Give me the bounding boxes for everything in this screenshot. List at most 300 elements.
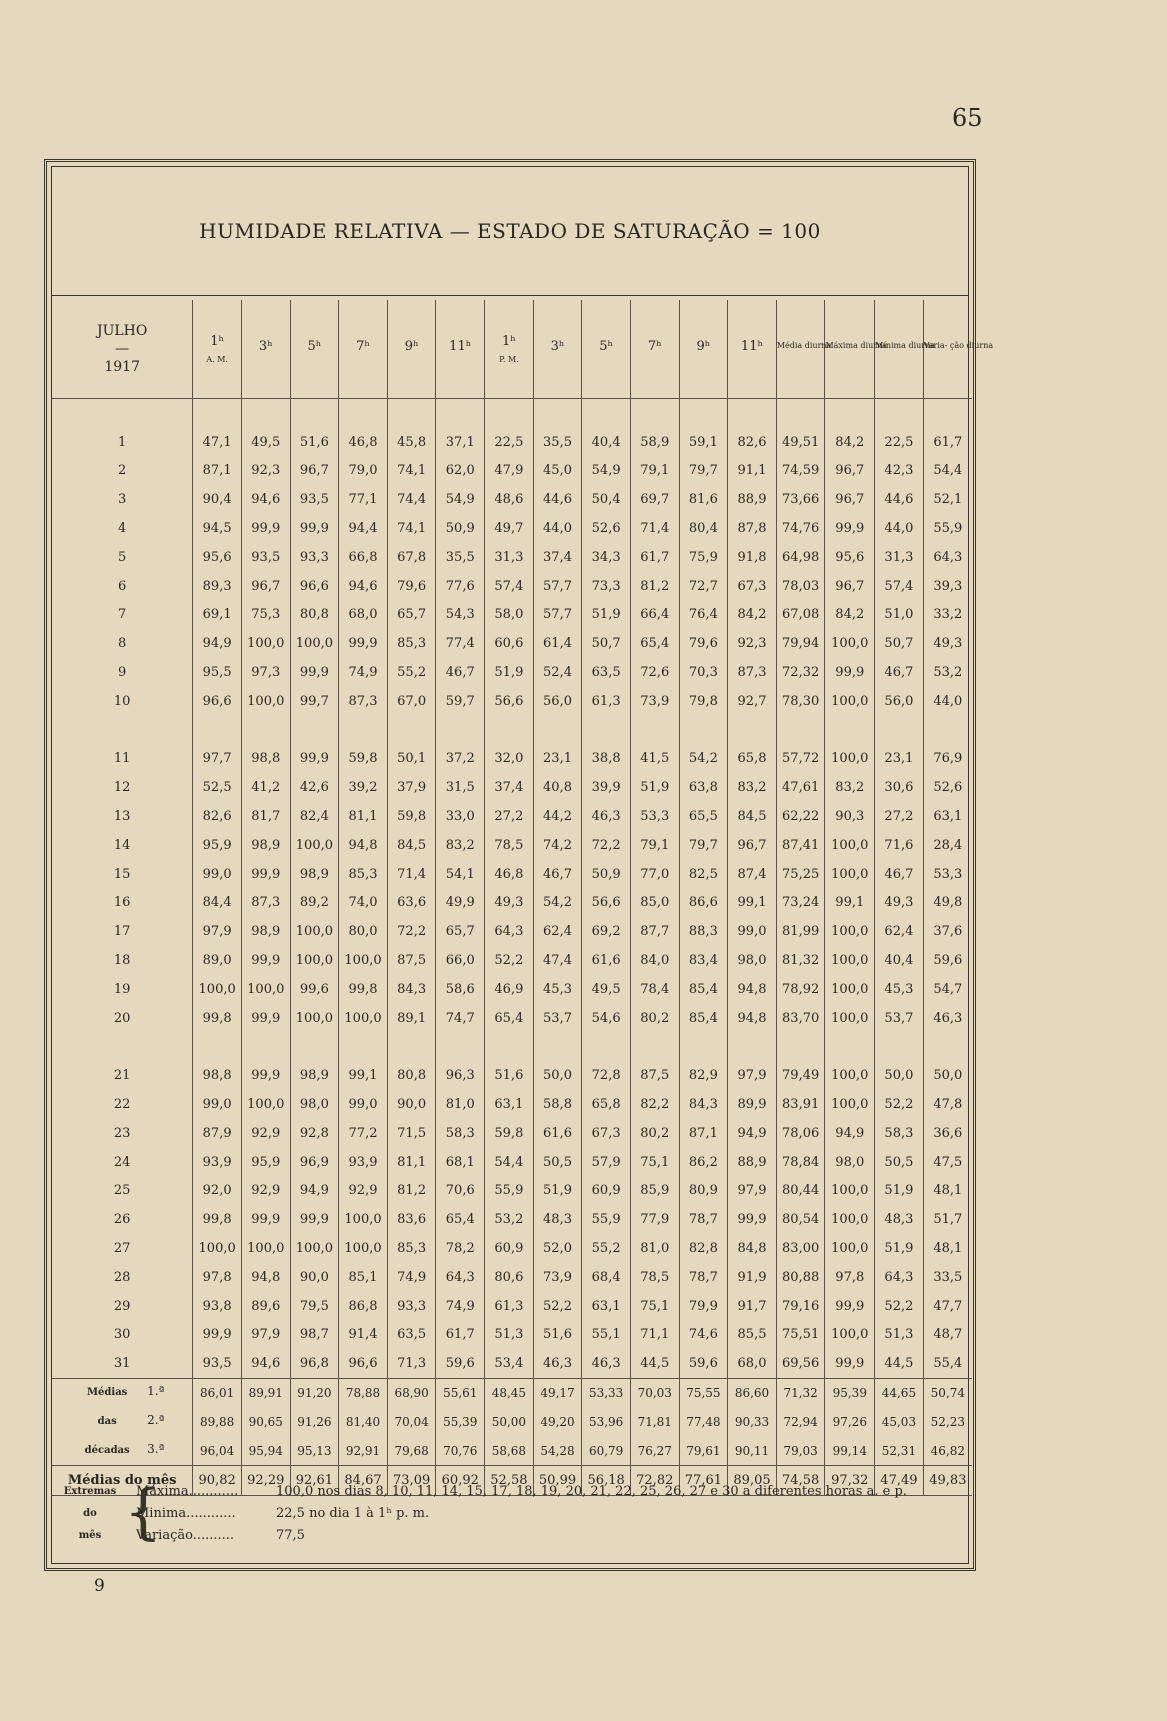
month-header bbox=[52, 300, 193, 399]
value-cell: 86,8 bbox=[339, 1292, 388, 1321]
day-number: 7 bbox=[118, 607, 127, 623]
column-header-label: Máxima diurna bbox=[825, 341, 887, 350]
value-cell: 73,3 bbox=[582, 572, 631, 601]
value-cell: 94,9 bbox=[825, 1119, 875, 1148]
value-cell: 78,4 bbox=[630, 975, 679, 1004]
value-cell: 79,9 bbox=[679, 1292, 728, 1321]
value-cell: 53,7 bbox=[875, 1004, 924, 1033]
value-cell: 100,0 bbox=[825, 946, 875, 975]
value-cell: 46,3 bbox=[533, 1349, 582, 1378]
value-cell: 97,7 bbox=[193, 745, 242, 774]
spacer-cell bbox=[533, 399, 582, 428]
day-row bbox=[52, 687, 972, 716]
value-cell: 50,5 bbox=[533, 1148, 582, 1177]
value-cell: 91,4 bbox=[339, 1321, 388, 1350]
value-cell: 71,4 bbox=[630, 514, 679, 543]
value-cell: 59,6 bbox=[923, 946, 972, 975]
decade-number: 2.ª bbox=[147, 1413, 165, 1428]
value-cell: 55,4 bbox=[923, 1349, 972, 1378]
value-cell: 44,6 bbox=[875, 485, 924, 514]
decade-value: 95,13 bbox=[290, 1437, 339, 1466]
value-cell: 28,4 bbox=[923, 831, 972, 860]
value-cell: 100,0 bbox=[825, 917, 875, 946]
value-cell: 68,0 bbox=[728, 1349, 777, 1378]
value-cell: 78,30 bbox=[776, 687, 825, 716]
spacer-cell bbox=[679, 399, 728, 428]
day-row bbox=[52, 975, 972, 1004]
decade-value: 49,20 bbox=[533, 1408, 582, 1437]
value-cell: 85,4 bbox=[679, 975, 728, 1004]
value-cell: 80,2 bbox=[630, 1119, 679, 1148]
value-cell: 74,4 bbox=[387, 485, 436, 514]
value-cell: 44,0 bbox=[533, 514, 582, 543]
decade-value: 99,14 bbox=[825, 1437, 875, 1466]
value-cell: 61,3 bbox=[485, 1292, 534, 1321]
column-header bbox=[387, 300, 436, 399]
spacer-cell bbox=[825, 1033, 875, 1062]
value-cell: 96,3 bbox=[436, 1061, 485, 1090]
value-cell: 59,6 bbox=[436, 1349, 485, 1378]
day-row bbox=[52, 1349, 972, 1378]
value-cell: 52,4 bbox=[533, 658, 582, 687]
decade-value: 52,23 bbox=[923, 1408, 972, 1437]
day-row bbox=[52, 1148, 972, 1177]
value-cell: 50,9 bbox=[436, 514, 485, 543]
value-cell: 49,3 bbox=[485, 889, 534, 918]
value-cell: 27,2 bbox=[485, 802, 534, 831]
value-cell: 99,9 bbox=[825, 1349, 875, 1378]
value-cell: 74,0 bbox=[339, 889, 388, 918]
value-cell: 84,4 bbox=[193, 889, 242, 918]
value-cell: 67,3 bbox=[582, 1119, 631, 1148]
decade-value: 91,20 bbox=[290, 1379, 339, 1408]
column-header-label: 5ʰ bbox=[599, 338, 614, 354]
value-cell: 45,3 bbox=[533, 975, 582, 1004]
value-cell: 64,3 bbox=[485, 917, 534, 946]
decade-value: 54,28 bbox=[533, 1437, 582, 1466]
value-cell: 57,9 bbox=[582, 1148, 631, 1177]
value-cell: 80,8 bbox=[387, 1061, 436, 1090]
value-cell: 96,7 bbox=[825, 485, 875, 514]
value-cell: 44,5 bbox=[875, 1349, 924, 1378]
value-cell: 99,1 bbox=[728, 889, 777, 918]
value-cell: 33,0 bbox=[436, 802, 485, 831]
value-cell: 40,4 bbox=[582, 428, 631, 457]
value-cell: 57,7 bbox=[533, 572, 582, 601]
column-header bbox=[825, 300, 887, 399]
spacer-cell bbox=[339, 1033, 388, 1062]
value-cell: 47,4 bbox=[533, 946, 582, 975]
value-cell: 79,49 bbox=[776, 1061, 825, 1090]
column-header-label: 7ʰ bbox=[647, 338, 662, 354]
value-cell: 58,3 bbox=[875, 1119, 924, 1148]
value-cell: 99,9 bbox=[193, 1321, 242, 1350]
column-header-sub: A. M. bbox=[206, 355, 228, 364]
day-row bbox=[52, 543, 972, 572]
value-cell: 98,9 bbox=[241, 917, 290, 946]
day-row bbox=[52, 1061, 972, 1090]
value-cell: 68,4 bbox=[582, 1263, 631, 1292]
value-cell: 31,5 bbox=[436, 773, 485, 802]
value-cell: 47,7 bbox=[923, 1292, 972, 1321]
value-cell: 77,2 bbox=[339, 1119, 388, 1148]
extreme-var-row bbox=[136, 1525, 305, 1547]
humidity-table bbox=[52, 300, 994, 1496]
value-cell: 100,0 bbox=[825, 1177, 875, 1206]
column-header bbox=[923, 300, 994, 399]
value-cell: 39,9 bbox=[582, 773, 631, 802]
value-cell: 44,5 bbox=[630, 1349, 679, 1378]
value-cell: 48,7 bbox=[923, 1321, 972, 1350]
value-cell: 51,9 bbox=[485, 658, 534, 687]
value-cell: 74,6 bbox=[679, 1321, 728, 1350]
value-cell: 69,1 bbox=[193, 601, 242, 630]
spacer-cell bbox=[630, 716, 679, 745]
value-cell: 98,8 bbox=[241, 745, 290, 774]
value-cell: 59,8 bbox=[339, 745, 388, 774]
value-cell: 94,8 bbox=[241, 1263, 290, 1292]
value-cell: 74,9 bbox=[339, 658, 388, 687]
value-cell: 79,0 bbox=[339, 457, 388, 486]
value-cell: 22,5 bbox=[875, 428, 924, 457]
decade-value: 97,26 bbox=[825, 1408, 875, 1437]
decade-value: 89,91 bbox=[241, 1379, 290, 1408]
value-cell: 85,9 bbox=[630, 1177, 679, 1206]
value-cell: 97,8 bbox=[193, 1263, 242, 1292]
value-cell: 98,9 bbox=[290, 860, 339, 889]
value-cell: 74,59 bbox=[776, 457, 825, 486]
page-number-bottom: 9 bbox=[94, 1576, 105, 1596]
value-cell: 99,9 bbox=[290, 1205, 339, 1234]
value-cell: 90,4 bbox=[193, 485, 242, 514]
value-cell: 72,6 bbox=[630, 658, 679, 687]
decade-value: 96,04 bbox=[193, 1437, 242, 1466]
value-cell: 93,9 bbox=[193, 1148, 242, 1177]
value-cell: 34,3 bbox=[582, 543, 631, 572]
day-row bbox=[52, 1292, 972, 1321]
day-row bbox=[52, 1090, 972, 1119]
day-number: 19 bbox=[113, 981, 131, 997]
decade-value: 53,33 bbox=[582, 1379, 631, 1408]
value-cell: 98,8 bbox=[193, 1061, 242, 1090]
value-cell: 52,2 bbox=[875, 1090, 924, 1119]
value-cell: 79,1 bbox=[630, 831, 679, 860]
value-cell: 49,3 bbox=[875, 889, 924, 918]
spacer-cell bbox=[728, 1033, 777, 1062]
value-cell: 100,0 bbox=[290, 1004, 339, 1033]
value-cell: 94,6 bbox=[339, 572, 388, 601]
value-cell: 86,6 bbox=[679, 889, 728, 918]
value-cell: 82,6 bbox=[728, 428, 777, 457]
day-number: 21 bbox=[113, 1068, 131, 1084]
decade-value: 50,00 bbox=[485, 1408, 534, 1437]
decade-value: 55,61 bbox=[436, 1379, 485, 1408]
value-cell: 98,7 bbox=[290, 1321, 339, 1350]
value-cell: 73,9 bbox=[630, 687, 679, 716]
value-cell: 100,0 bbox=[241, 687, 290, 716]
value-cell: 87,1 bbox=[679, 1119, 728, 1148]
value-cell: 100,0 bbox=[241, 1234, 290, 1263]
value-cell: 62,22 bbox=[776, 802, 825, 831]
value-cell: 100,0 bbox=[193, 1234, 242, 1263]
value-cell: 51,6 bbox=[290, 428, 339, 457]
value-cell: 44,2 bbox=[533, 802, 582, 831]
value-cell: 65,7 bbox=[436, 917, 485, 946]
day-number: 30 bbox=[113, 1327, 131, 1343]
value-cell: 78,5 bbox=[485, 831, 534, 860]
value-cell: 75,25 bbox=[776, 860, 825, 889]
day-number: 17 bbox=[113, 924, 131, 940]
value-cell: 81,1 bbox=[339, 802, 388, 831]
value-cell: 63,8 bbox=[679, 773, 728, 802]
value-cell: 89,2 bbox=[290, 889, 339, 918]
value-cell: 84,2 bbox=[825, 428, 875, 457]
day-row bbox=[52, 572, 972, 601]
extremes-label-3: mês bbox=[78, 1530, 102, 1541]
value-cell: 69,56 bbox=[776, 1349, 825, 1378]
spacer-cell bbox=[875, 1033, 924, 1062]
value-cell: 87,1 bbox=[193, 457, 242, 486]
value-cell: 54,2 bbox=[533, 889, 582, 918]
value-cell: 70,6 bbox=[436, 1177, 485, 1206]
value-cell: 65,8 bbox=[728, 745, 777, 774]
value-cell: 96,7 bbox=[290, 457, 339, 486]
value-cell: 53,2 bbox=[923, 658, 972, 687]
value-cell: 47,8 bbox=[923, 1090, 972, 1119]
column-header bbox=[630, 300, 679, 399]
decade-value: 90,11 bbox=[728, 1437, 777, 1466]
value-cell: 99,0 bbox=[193, 1090, 242, 1119]
value-cell: 99,9 bbox=[825, 1292, 875, 1321]
value-cell: 49,7 bbox=[485, 514, 534, 543]
table-inner bbox=[51, 166, 994, 1564]
value-cell: 42,6 bbox=[290, 773, 339, 802]
value-cell: 87,4 bbox=[728, 860, 777, 889]
value-cell: 75,3 bbox=[241, 601, 290, 630]
day-number: 1 bbox=[118, 434, 127, 450]
value-cell: 46,9 bbox=[485, 975, 534, 1004]
value-cell: 97,3 bbox=[241, 658, 290, 687]
day-row bbox=[52, 629, 972, 658]
value-cell: 53,7 bbox=[533, 1004, 582, 1033]
day-number: 29 bbox=[113, 1298, 131, 1314]
value-cell: 100,0 bbox=[193, 975, 242, 1004]
value-cell: 46,3 bbox=[923, 1004, 972, 1033]
value-cell: 94,8 bbox=[339, 831, 388, 860]
decade-value: 70,04 bbox=[387, 1408, 436, 1437]
value-cell: 100,0 bbox=[825, 1234, 875, 1263]
header-row bbox=[52, 300, 972, 399]
value-cell: 87,3 bbox=[339, 687, 388, 716]
month-mean-value: 84,67 bbox=[339, 1466, 388, 1496]
column-header bbox=[728, 300, 777, 399]
value-cell: 100,0 bbox=[825, 860, 875, 889]
decade-value: 52,31 bbox=[875, 1437, 924, 1466]
value-cell: 93,9 bbox=[339, 1148, 388, 1177]
spacer-cell bbox=[290, 399, 339, 428]
spacer-cell bbox=[776, 399, 825, 428]
value-cell: 85,3 bbox=[387, 1234, 436, 1263]
value-cell: 31,3 bbox=[485, 543, 534, 572]
value-cell: 37,4 bbox=[533, 543, 582, 572]
value-cell: 100,0 bbox=[825, 1090, 875, 1119]
value-cell: 100,0 bbox=[290, 917, 339, 946]
value-cell: 37,9 bbox=[387, 773, 436, 802]
day-row bbox=[52, 1004, 972, 1033]
value-cell: 78,7 bbox=[679, 1205, 728, 1234]
value-cell: 44,0 bbox=[923, 687, 972, 716]
value-cell: 78,5 bbox=[630, 1263, 679, 1292]
month-dash: — bbox=[115, 341, 130, 357]
value-cell: 78,03 bbox=[776, 572, 825, 601]
month-mean-value: 60,92 bbox=[436, 1466, 485, 1496]
value-cell: 82,2 bbox=[630, 1090, 679, 1119]
column-header bbox=[436, 300, 485, 399]
value-cell: 60,9 bbox=[485, 1234, 534, 1263]
value-cell: 85,1 bbox=[339, 1263, 388, 1292]
value-cell: 84,8 bbox=[728, 1234, 777, 1263]
spacer-cell bbox=[436, 399, 485, 428]
column-header-label: 3ʰ bbox=[258, 338, 273, 354]
value-cell: 81,0 bbox=[436, 1090, 485, 1119]
value-cell: 91,7 bbox=[728, 1292, 777, 1321]
value-cell: 99,0 bbox=[728, 917, 777, 946]
value-cell: 99,9 bbox=[241, 514, 290, 543]
day-number: 13 bbox=[113, 809, 131, 825]
value-cell: 94,6 bbox=[241, 485, 290, 514]
value-cell: 47,61 bbox=[776, 773, 825, 802]
value-cell: 51,3 bbox=[875, 1321, 924, 1350]
value-cell: 100,0 bbox=[290, 831, 339, 860]
day-row bbox=[52, 601, 972, 630]
value-cell: 40,4 bbox=[875, 946, 924, 975]
value-cell: 65,7 bbox=[387, 601, 436, 630]
decade-value: 75,55 bbox=[679, 1379, 728, 1408]
value-cell: 76,9 bbox=[923, 745, 972, 774]
day-row bbox=[52, 860, 972, 889]
day-number: 6 bbox=[118, 578, 127, 594]
day-row bbox=[52, 1321, 972, 1350]
value-cell: 60,6 bbox=[485, 629, 534, 658]
spacer-cell bbox=[825, 399, 875, 428]
decade-value: 71,32 bbox=[776, 1379, 825, 1408]
value-cell: 84,2 bbox=[825, 601, 875, 630]
value-cell: 42,3 bbox=[875, 457, 924, 486]
spacer-cell bbox=[436, 1033, 485, 1062]
value-cell: 80,9 bbox=[679, 1177, 728, 1206]
column-header bbox=[290, 300, 339, 399]
value-cell: 93,5 bbox=[193, 1349, 242, 1378]
column-header bbox=[875, 300, 936, 399]
decade-label-cell bbox=[52, 1379, 193, 1408]
value-cell: 55,9 bbox=[485, 1177, 534, 1206]
spacer-cell bbox=[193, 716, 242, 745]
value-cell: 62,4 bbox=[533, 917, 582, 946]
value-cell: 95,6 bbox=[825, 543, 875, 572]
value-cell: 72,8 bbox=[582, 1061, 631, 1090]
value-cell: 100,0 bbox=[825, 975, 875, 1004]
value-cell: 80,88 bbox=[776, 1263, 825, 1292]
value-cell: 99,1 bbox=[339, 1061, 388, 1090]
column-header-label: Varia- ção diurna bbox=[923, 341, 994, 350]
value-cell: 33,2 bbox=[923, 601, 972, 630]
value-cell: 63,1 bbox=[582, 1292, 631, 1321]
decade-value: 77,48 bbox=[679, 1408, 728, 1437]
value-cell: 80,2 bbox=[630, 1004, 679, 1033]
month-mean-value: 97,32 bbox=[825, 1466, 875, 1496]
value-cell: 50,5 bbox=[875, 1148, 924, 1177]
value-cell: 96,8 bbox=[290, 1349, 339, 1378]
value-cell: 38,8 bbox=[582, 745, 631, 774]
value-cell: 96,7 bbox=[825, 457, 875, 486]
value-cell: 93,5 bbox=[290, 485, 339, 514]
value-cell: 95,9 bbox=[241, 1148, 290, 1177]
value-cell: 61,4 bbox=[533, 629, 582, 658]
value-cell: 48,1 bbox=[923, 1177, 972, 1206]
value-cell: 56,0 bbox=[533, 687, 582, 716]
decade-value: 91,26 bbox=[290, 1408, 339, 1437]
day-row bbox=[52, 1177, 972, 1206]
day-row bbox=[52, 889, 972, 918]
value-cell: 58,6 bbox=[436, 975, 485, 1004]
value-cell: 92,9 bbox=[339, 1177, 388, 1206]
value-cell: 50,0 bbox=[533, 1061, 582, 1090]
column-header bbox=[485, 300, 534, 399]
value-cell: 73,24 bbox=[776, 889, 825, 918]
value-cell: 82,4 bbox=[290, 802, 339, 831]
value-cell: 45,0 bbox=[533, 457, 582, 486]
value-cell: 80,44 bbox=[776, 1177, 825, 1206]
value-cell: 65,4 bbox=[630, 629, 679, 658]
value-cell: 90,3 bbox=[825, 802, 875, 831]
value-cell: 55,9 bbox=[923, 514, 972, 543]
value-cell: 73,9 bbox=[533, 1263, 582, 1292]
value-cell: 53,4 bbox=[485, 1349, 534, 1378]
value-cell: 91,9 bbox=[728, 1263, 777, 1292]
day-row bbox=[52, 831, 972, 860]
value-cell: 92,0 bbox=[193, 1177, 242, 1206]
value-cell: 69,7 bbox=[630, 485, 679, 514]
value-cell: 32,0 bbox=[485, 745, 534, 774]
spacer-cell bbox=[582, 1033, 631, 1062]
spacer-cell bbox=[776, 1033, 825, 1062]
value-cell: 84,3 bbox=[387, 975, 436, 1004]
value-cell: 100,0 bbox=[825, 1061, 875, 1090]
value-cell: 97,9 bbox=[728, 1061, 777, 1090]
value-cell: 49,5 bbox=[241, 428, 290, 457]
value-cell: 94,5 bbox=[193, 514, 242, 543]
spacer-cell bbox=[825, 716, 875, 745]
value-cell: 39,2 bbox=[339, 773, 388, 802]
spacer-cell bbox=[290, 1033, 339, 1062]
value-cell: 89,1 bbox=[387, 1004, 436, 1033]
value-cell: 89,0 bbox=[193, 946, 242, 975]
spacer-cell bbox=[875, 399, 924, 428]
value-cell: 55,2 bbox=[387, 658, 436, 687]
value-cell: 68,1 bbox=[436, 1148, 485, 1177]
value-cell: 79,6 bbox=[679, 629, 728, 658]
spacer-cell bbox=[387, 1033, 436, 1062]
value-cell: 98,0 bbox=[290, 1090, 339, 1119]
value-cell: 87,7 bbox=[630, 917, 679, 946]
value-cell: 64,3 bbox=[923, 543, 972, 572]
value-cell: 99,0 bbox=[193, 860, 242, 889]
value-cell: 54,2 bbox=[679, 745, 728, 774]
value-cell: 97,9 bbox=[193, 917, 242, 946]
value-cell: 57,4 bbox=[875, 572, 924, 601]
page-number-top: 65 bbox=[952, 104, 983, 132]
column-header-label: 1ʰ bbox=[501, 334, 516, 349]
